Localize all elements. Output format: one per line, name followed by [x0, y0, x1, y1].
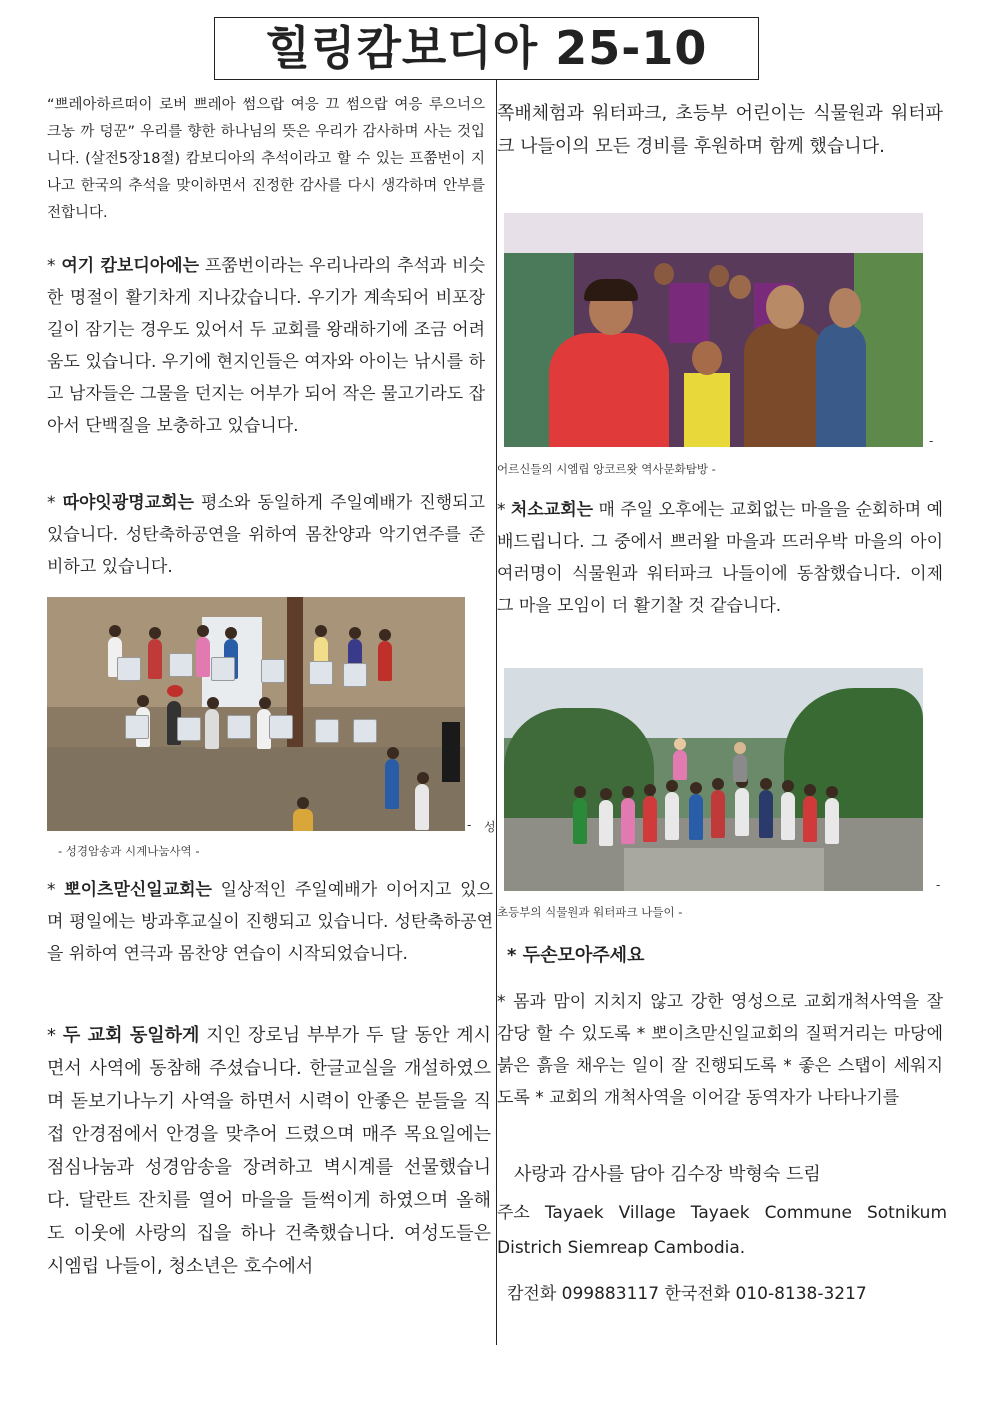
section-house-heading: 처소교회는: [510, 500, 594, 520]
section-poichmat-church: [47, 874, 493, 970]
photo1-mark-dash: -: [467, 818, 472, 832]
section-both-churches: [47, 1019, 491, 1283]
signature-block: [514, 1158, 944, 1191]
section-cambodia-text: [47, 250, 485, 442]
signature-text: 사랑과 감사를 담아 김수장 박형숙 드림: [514, 1164, 821, 1185]
section-tayaek-church: [47, 487, 485, 583]
prayer-requests-block: [497, 986, 943, 1114]
phone-block: [507, 1279, 947, 1309]
right-continuation: [497, 97, 943, 163]
continuation-text: 쪽배체험과 워터파크, 초등부 어린이는 식물원과 워터파크 나들이의 모든 경비를 후원하며 함께 했습니다.: [497, 103, 943, 157]
address-block: [497, 1196, 947, 1266]
section-tayaek-text: [47, 487, 485, 583]
bullet-star: *: [47, 493, 63, 513]
section-tayaek-heading: 따야잇광명교회는: [62, 493, 194, 513]
bullet-star: *: [47, 1025, 63, 1046]
photo3-mark: -: [936, 878, 941, 892]
section-both-text: [47, 1019, 491, 1283]
prayer-requests-text: * 몸과 맘이 지치지 않고 강한 영성으로 교회개척사역을 잘 감당 할 수 있도록 * 뽀이츠맏신일교회의 질퍽거리는 마당에 붉은 흙을 채우는 일이 잘 진행되도록 * 좋은 스탭이 세워지도록 * 교회의 개척사역을 이어갈 동역자가 나타나기를: [497, 992, 943, 1108]
photo3-caption: 초등부의 식물원과 워터파크 나들이 -: [497, 905, 683, 919]
bullet-star: *: [47, 256, 62, 276]
left-column: [47, 92, 485, 227]
section-both-heading: 두 교회 동일하게: [62, 1025, 200, 1046]
prayer-heading-block: [507, 941, 937, 971]
photo2-mark: -: [929, 434, 934, 448]
photo-elders-angkor-trip: [504, 213, 923, 447]
photo-children-botanical-trip: [504, 668, 923, 891]
photo2-caption: 어르신들의 시엠립 앙코르왓 역사문화탐방 -: [497, 462, 716, 476]
bullet-star: *: [497, 500, 511, 520]
section-cambodia-body: 프쭘번이라는 우리나라의 추석과 비슷한 명절이 활기차게 지나갔습니다. 우기가 계속되어 비포장길이 잠기는 경우도 있어서 두 교회를 왕래하기에 조금 어려움도 있습니다. 우기에 현지인들은 여자와 아이는 낚시를 하고 남자들은 그물을 던지는 어부가 되어 작은 물고기라도 잡아서 단백질을 보충하고 있습니다.: [47, 256, 485, 436]
newsletter-title: 힐링캄보디아 25-10: [265, 21, 708, 75]
bullet-star: *: [47, 880, 65, 900]
prayer-heading: * 두손모아주세요: [507, 945, 645, 966]
section-house-body: 매 주일 오후에는 교회없는 마을을 순회하며 예배드립니다. 그 중에서 쁘러왈 마을과 뜨러우박 마을의 아이 여러명이 식물원과 워터파크 나들이에 동참했습니다. 이제 그 마을 모임이 더 활기찰 것 같습니다.: [497, 500, 943, 616]
section-poichmat-body: 일상적인 주일예배가 이어지고 있으며 평일에는 방과후교실이 진행되고 있습니다. 성탄축하공연을 위하여 연극과 몸찬양 연습이 시작되었습니다.: [47, 880, 493, 964]
section-tayaek-body: 평소와 동일하게 주일예배가 진행되고 있습니다. 성탄축하공연을 위하여 몸찬양과 악기연주를 준비하고 있습니다.: [47, 493, 485, 577]
section-poichmat-text: [47, 874, 493, 970]
newsletter-title-box: [214, 17, 759, 80]
photo1-caption: - 성경암송과 시계나눔사역 -: [58, 844, 200, 858]
phone-text: 캄전화 099883117 한국전화 010-8138-3217: [507, 1284, 867, 1304]
intro-paragraph: “쁘레아하르떠이 로버 쁘레아 썸으랍 여응 끄 썸으랍 여응 루으너으 크농 까 덩꾼” 우리를 향한 하나님의 뜻은 우리가 감사하며 사는 것입니다. (살전5장18절) 캄보디아의 추석이라고 할 수 있는 프쭘번이 지나고 한국의 추석을 맞이하면서 진정한 감사를 다시 생각하며 안부를 전합니다.: [47, 97, 485, 221]
section-cambodia-heading: 여기 캄보디아에는: [61, 256, 200, 276]
section-house-church: [497, 494, 943, 622]
address-text: 주소 Tayaek Village Tayaek Commune Sotnikum Districh Siemreap Cambodia.: [497, 1203, 947, 1258]
photo1-mark-char: 성: [484, 820, 496, 834]
section-cambodia: [47, 250, 485, 442]
section-poichmat-heading: 뽀이츠맏신일교회는: [64, 880, 212, 900]
section-house-text: [497, 494, 943, 622]
column-divider: [496, 80, 497, 1345]
section-both-body: 지인 장로님 부부가 두 달 동안 계시면서 사역에 동참해 주셨습니다. 한글교실을 개설하였으며 돋보기나누기 사역을 하면서 시력이 안좋은 분들을 직접 안경점에서 안경을 맞추어 드렸으며 매주 목요일에는 점심나눔과 성경암송을 장려하고 벽시계를 선물했습니다. 달란트 잔치를 열어 마을을 들썩이게 하였으며 올해도 이웃에 사랑의 집을 하나 건축했습니다. 여성도들은 시엠립 나들이, 청소년은 호수에서: [47, 1025, 491, 1277]
photo-bible-recitation: [47, 597, 465, 831]
